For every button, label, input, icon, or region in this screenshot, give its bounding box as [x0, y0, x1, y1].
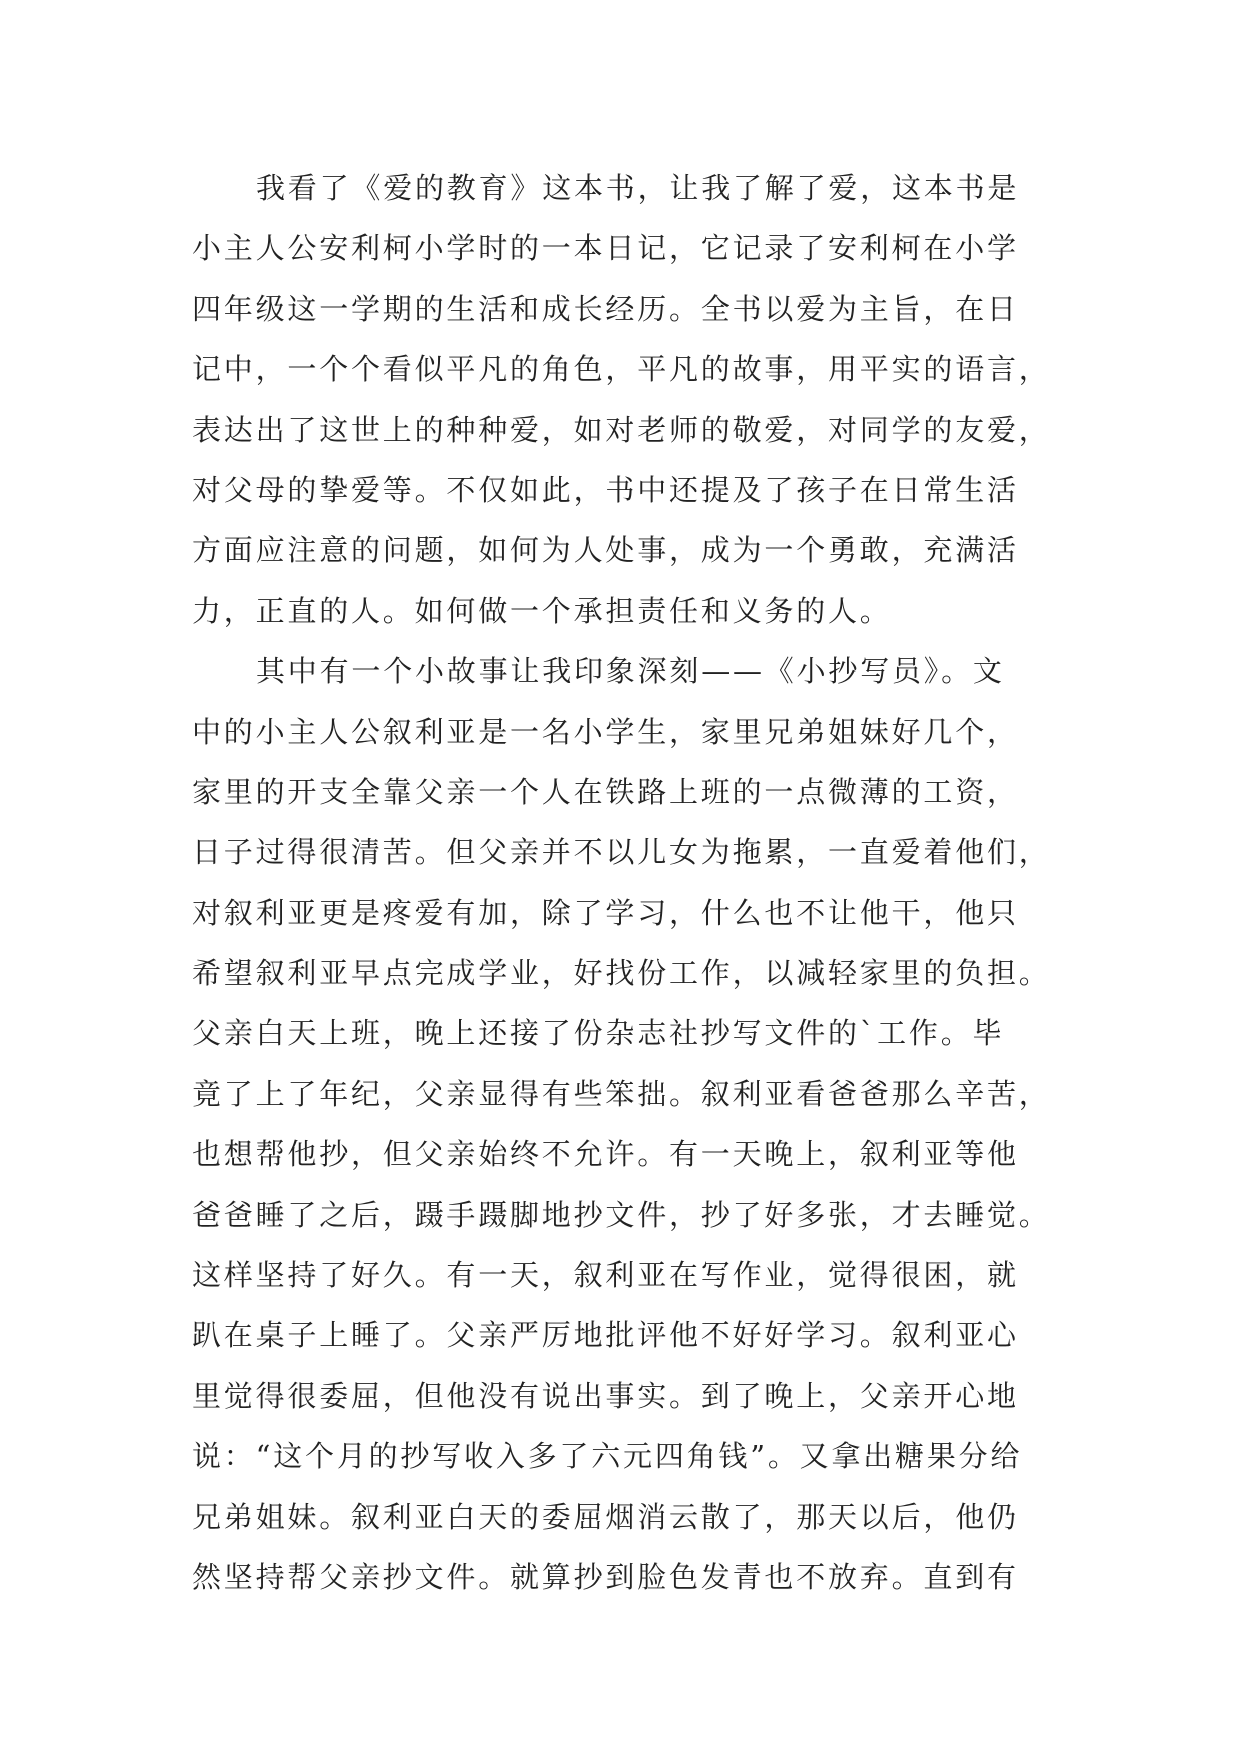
- paragraph-2-line-12: 趴在桌子上睡了。父亲严厉地批评他不好好学习。叙利亚心: [192, 1318, 1019, 1353]
- paragraph-2-line-1: 其中有一个小故事让我印象深刻——《小抄写员》。文: [256, 654, 1005, 689]
- paragraph-2-line-14: 说：“这个月的抄写收入多了六元四角钱”。又拿出糖果分给: [192, 1439, 1023, 1474]
- document-body: [192, 158, 1062, 1607]
- paragraph-2-line-5: 对叙利亚更是疼爱有加，除了学习，什么也不让他干，他只: [192, 895, 1019, 930]
- paragraph-2-line-13: 里觉得很委屈，但他没有说出事实。到了晚上，父亲开心地: [192, 1378, 1019, 1413]
- paragraph-1-line-5: 表达出了这世上的种种爱，如对老师的敬爱，对同学的友爱，: [192, 412, 1051, 447]
- paragraph-2-line-16: 然坚持帮父亲抄文件。就算抄到脸色发青也不放弃。直到有: [192, 1559, 1019, 1594]
- paragraph-1-line-1: 我看了《爱的教育》这本书，让我了解了爱，这本书是: [256, 171, 1020, 205]
- paragraph-2-line-10: 爸爸睡了之后，蹑手蹑脚地抄文件，抄了好多张，才去睡觉。: [192, 1197, 1051, 1232]
- paragraph-2-line-8: 竟了上了年纪，父亲显得有些笨拙。叙利亚看爸爸那么辛苦，: [192, 1076, 1051, 1111]
- paragraph-2-line-15: 兄弟姐妹。叙利亚白天的委屈烟消云散了，那天以后，他仍: [192, 1499, 1019, 1534]
- paragraph-1-line-6: 对父母的挚爱等。不仅如此，书中还提及了孩子在日常生活: [192, 472, 1019, 507]
- paragraph-2-line-11: 这样坚持了好久。有一天，叙利亚在写作业，觉得很困，就: [192, 1258, 1019, 1293]
- paragraph-1-line-7: 方面应注意的问题，如何为人处事，成为一个勇敢，充满活: [192, 533, 1019, 568]
- paragraph-2-line-4: 日子过得很清苦。但父亲并不以儿女为拖累，一直爱着他们，: [192, 835, 1051, 870]
- paragraph-2-line-7: 父亲白天上班，晚上还接了份杂志社抄写文件的`工作。毕: [192, 1016, 1005, 1051]
- paragraph-2-line-6: 希望叙利亚早点完成学业，好找份工作，以减轻家里的负担。: [192, 956, 1051, 991]
- paragraph-1-line-8: 力，正直的人。如何做一个承担责任和义务的人。: [192, 593, 892, 628]
- paragraph-1-line-4: 记中，一个个看似平凡的角色，平凡的故事，用平实的语言，: [192, 352, 1051, 387]
- paragraph-2-line-3: 家里的开支全靠父亲一个人在铁路上班的一点微薄的工资，: [192, 774, 1019, 809]
- paragraph-2-line-2: 中的小主人公叙利亚是一名小学生，家里兄弟姐妹好几个，: [192, 714, 1019, 749]
- paragraph-1-line-3: 四年级这一学期的生活和成长经历。全书以爱为主旨，在日: [192, 291, 1019, 326]
- paragraph-1-line-2: 小主人公安利柯小学时的一本日记，它记录了安利柯在小学: [192, 231, 1019, 266]
- paragraph-2-line-9: 也想帮他抄，但父亲始终不允许。有一天晚上，叙利亚等他: [192, 1137, 1019, 1172]
